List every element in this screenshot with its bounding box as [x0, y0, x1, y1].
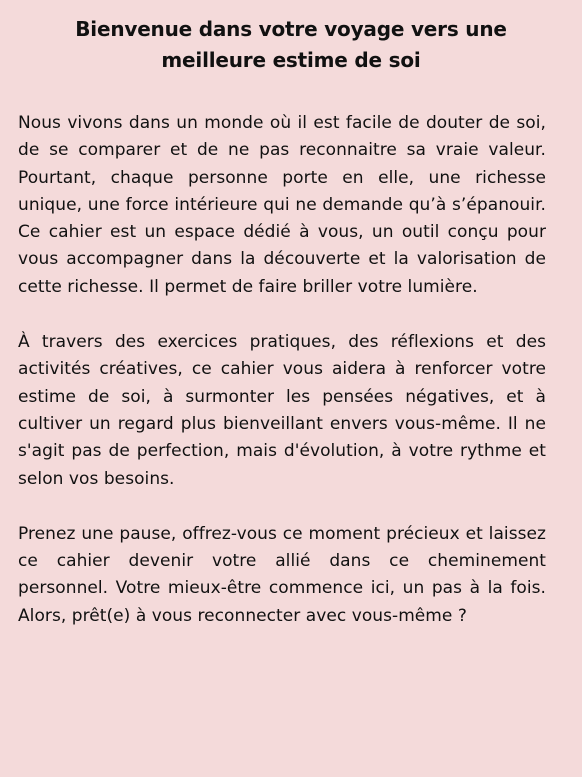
paragraph-invitation: Prenez une pause, offrez-vous ce moment précieux et laissez ce cahier devenir votre allié dans ce cheminement personnel. Votre mieux-être commence ici, un pas à la fois. Alors, prêt(e) à vous reconnecter avec vous-même ? — [18, 523, 546, 626]
paragraph-exercises: À travers des exercices pratiques, des réflexions et des activités créatives, ce cahier vous aidera à renforcer votre estime de soi, à surmonter les pensées négatives, et à cultiver un regard plus bienveillant envers vous-même. Il ne s'agit pas de perfection, mais d'évolution, à votre rythme et selon vos besoins. — [18, 332, 546, 489]
page-title: Bienvenue dans votre voyage vers une meilleure estime de soi — [75, 17, 507, 72]
paragraph-intro: Nous vivons dans un monde où il est facile de douter de soi, de se comparer et de ne pas reconnaitre sa vraie valeur. Pourtant, chaque personne porte en elle, une richesse unique, une force intérieure qui ne demande qu’à s’épanouir. Ce cahier est un espace dédié à vous, un outil conçu pour vous accompagner dans la découverte et la valorisation de cette richesse. Il permet de faire briller votre lumière. — [18, 113, 546, 297]
